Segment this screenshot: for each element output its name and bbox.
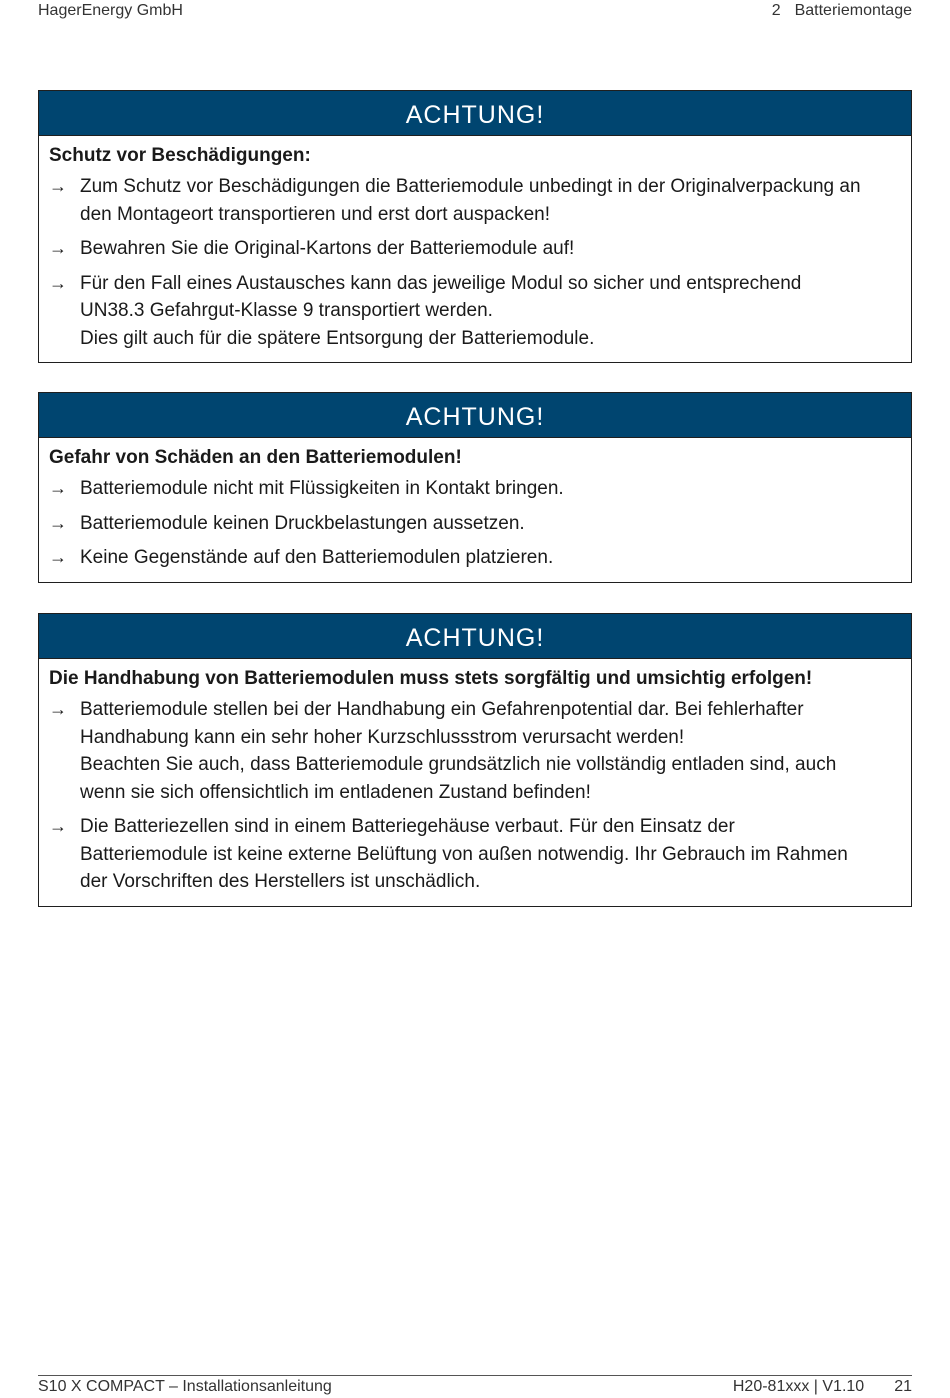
notice-heading: ACHTUNG! bbox=[405, 402, 545, 431]
list-item bbox=[49, 544, 899, 572]
notice-box-handling bbox=[38, 613, 912, 907]
notice-heading: ACHTUNG! bbox=[405, 100, 545, 129]
list-item-line: Handhabung kann ein sehr hoher Kurzschlussstrom verursacht werden! bbox=[80, 726, 685, 748]
page-number: 21 bbox=[894, 1378, 912, 1395]
list-item bbox=[49, 270, 899, 353]
list-item-line: Batteriemodule keinen Druckbelastungen aussetzen. bbox=[80, 512, 525, 534]
notice-list bbox=[39, 173, 911, 362]
list-item-line: Die Batteriezellen sind in einem Batteriegehäuse verbaut. Für den Einsatz der bbox=[80, 816, 735, 837]
notice-title: Gefahr von Schäden an den Batteriemodulen! bbox=[49, 447, 462, 468]
list-item-line: Keine Gegenstände auf den Batteriemodulen platzieren. bbox=[80, 547, 554, 568]
list-item bbox=[49, 235, 899, 263]
list-item-line: Batteriemodule nicht mit Flüssigkeiten in Kontakt bringen. bbox=[80, 478, 564, 499]
list-item-line: Batteriemodule stellen bei der Handhabung ein Gefahrenpotential dar. Bei fehlerhafter bbox=[80, 699, 804, 720]
notice-title: Schutz vor Beschädigungen: bbox=[49, 145, 311, 166]
chapter-title: Batteriemontage bbox=[794, 2, 912, 19]
footer-meta bbox=[733, 1378, 912, 1396]
list-item bbox=[49, 475, 899, 503]
notice-box-damage-protection bbox=[38, 90, 912, 363]
footer-divider bbox=[38, 1375, 912, 1376]
notice-title: Die Handhabung von Batteriemodulen muss stets sorgfältig und umsichtig erfolgen! bbox=[49, 668, 813, 689]
list-item bbox=[49, 813, 899, 896]
list-item-line: der Vorschriften des Herstellers ist unschädlich. bbox=[80, 871, 481, 892]
list-item-line: UN38.3 Gefahrgut-Klasse 9 transportiert werden. bbox=[80, 300, 493, 321]
list-item-line: Für den Fall eines Austausches kann das jeweilige Modul so sicher und entsprechend bbox=[80, 272, 802, 294]
arrow-right-icon: → bbox=[49, 547, 67, 567]
notice-list bbox=[39, 475, 911, 582]
list-item-line: Zum Schutz vor Beschädigungen die Batteriemodule unbedingt in der Originalverpackung an bbox=[80, 176, 861, 197]
header-company: HagerEnergy GmbH bbox=[38, 2, 183, 19]
notice-header bbox=[39, 91, 911, 136]
list-item-line: den Montageort transportieren und erst dort auspacken! bbox=[80, 203, 551, 225]
arrow-right-icon: → bbox=[49, 699, 67, 719]
list-item-line: Bewahren Sie die Original-Kartons der Batteriemodule auf! bbox=[80, 238, 575, 259]
list-item bbox=[49, 696, 899, 806]
list-item-line: Batteriemodule ist keine externe Belüftung von außen notwendig. Ihr Gebrauch im Rahmen bbox=[80, 843, 848, 865]
notice-header bbox=[39, 393, 911, 438]
arrow-right-icon: → bbox=[49, 176, 67, 196]
list-item-line: Beachten Sie auch, dass Batteriemodule grundsätzlich nie vollständig entladen sind, auch bbox=[80, 754, 837, 775]
notice-heading: ACHTUNG! bbox=[405, 623, 545, 652]
notice-list bbox=[39, 696, 911, 906]
arrow-right-icon: → bbox=[49, 238, 67, 258]
list-item bbox=[49, 173, 899, 228]
list-item-line: wenn sie sich offensichtlich im entladenen Zustand befinden! bbox=[80, 781, 591, 803]
header-chapter bbox=[772, 2, 912, 20]
list-item-line: Dies gilt auch für die spätere Entsorgung der Batteriemodule. bbox=[80, 327, 595, 349]
list-item bbox=[49, 510, 899, 538]
chapter-number: 2 bbox=[771, 2, 781, 19]
arrow-right-icon: → bbox=[49, 478, 67, 498]
notice-box-module-damage bbox=[38, 392, 912, 583]
arrow-right-icon: → bbox=[49, 512, 67, 533]
arrow-right-icon: → bbox=[49, 816, 67, 836]
notice-header bbox=[39, 614, 911, 659]
arrow-right-icon: → bbox=[49, 272, 67, 293]
footer-version: H20-81xxx | V1.10 bbox=[732, 1378, 865, 1395]
footer-document-title: S10 X COMPACT – Installationsanleitung bbox=[38, 1378, 332, 1395]
